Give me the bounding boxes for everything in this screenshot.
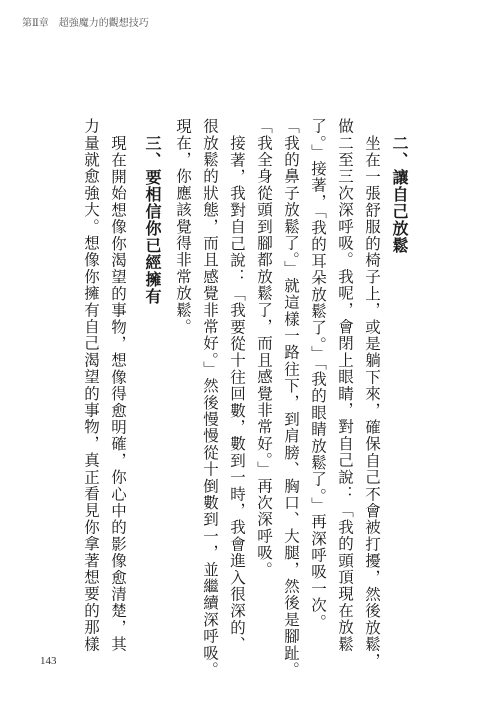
running-header: 第Ⅱ章 超強魔力的觀想技巧 — [22, 18, 149, 29]
paragraph-line: 很放鬆的狀態，而且感覺非常好。」然後慢慢從十倒數到一，並繼續深呼吸。 — [201, 118, 219, 679]
paragraph-line: 了。」接著，「我的耳朵放鬆了。」「我的眼睛放鬆了。」再深呼吸一次。 — [309, 118, 327, 631]
section-heading-believe: 三、要相信你已經擁有 — [143, 135, 162, 305]
paragraph-line: 坐在一張舒服的椅子上，或是躺下來，確保自己不會被打擾，然後放鬆， — [363, 135, 381, 670]
paragraph-line: 力量就愈強大。想像你擁有自己渴望的事物，真正看見你拿著想要的那樣 — [82, 118, 100, 653]
paragraph-line: 現在開始想像你渴望的事物，想像得愈明確，你心中的影像愈清楚，其 — [109, 135, 127, 653]
section-heading-relax: 二、讓自己放鬆 — [390, 135, 409, 254]
paragraph-line: 做二至三次深呼吸。我呢，會閉上眼睛，對自己說：「我的頭頂現在放鬆 — [336, 118, 354, 653]
page-number: 143 — [40, 655, 57, 667]
paragraph-line: 「我的鼻子放鬆了。」就這樣一路往下，到肩膀、胸口、大腿，然後是腳趾。 — [282, 118, 300, 679]
paragraph-line: 現在，你應該覺得非常放鬆。 — [174, 118, 192, 336]
paragraph-line: 「我全身從頭到腳都放鬆了，而且感覺非常好。」再次深呼吸。 — [255, 118, 273, 578]
paragraph-line: 接著，我對自己說：「我要從十往回數，數到一時，我會進入很深的、 — [228, 135, 246, 653]
